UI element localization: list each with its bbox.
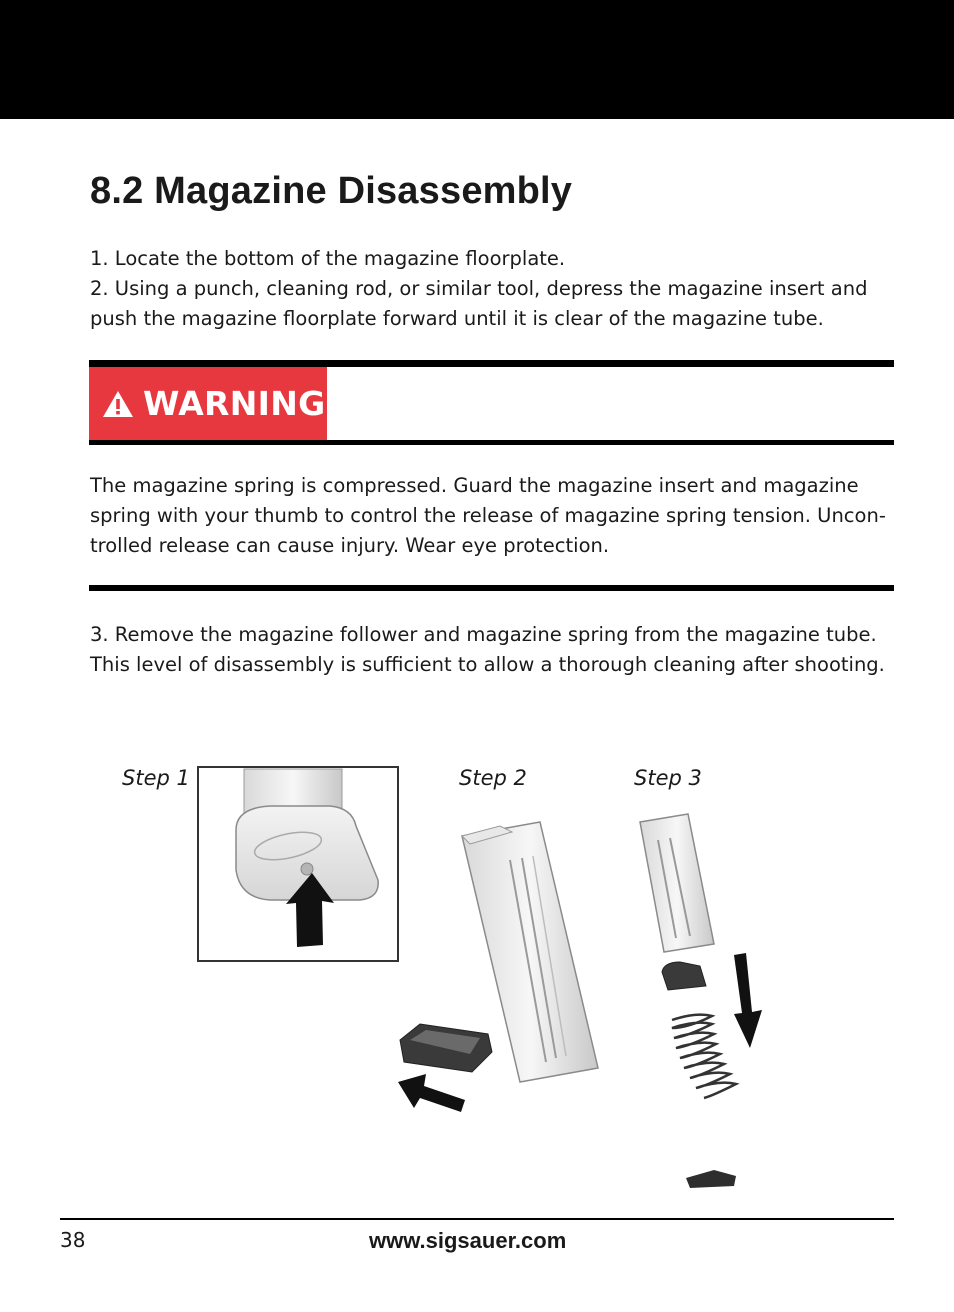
step-3-label: Step 3 [634,766,702,790]
step-3-line: This level of disassembly is sufficient to allow a thorough cleaning after shooting. [90,653,885,676]
warning-text-line: trolled release can cause injury. Wear eye protection. [90,534,610,557]
step-1-label: Step 1 [122,766,190,790]
step-1-text: 1. Locate the bottom of the magazine floorplate. [90,247,566,270]
step-2-text: 2. Using a punch, cleaning rod, or similar tool, depress the magazine insert and [90,277,868,300]
step-2-text-continued: push the magazine floorplate forward until it is clear of the magazine tube. [90,307,824,330]
page-title: 8.2 Magazine Disassembly [90,170,573,212]
page-number: 38 [60,1228,86,1252]
footer-rule [60,1218,894,1220]
warning-text-line: spring with your thumb to control the release of magazine spring tension. Uncon- [90,504,886,527]
footer-url-link[interactable]: www.sigsauer.com [369,1228,567,1253]
step-1-image [198,767,398,961]
arrow-down-icon [734,953,762,1048]
step-3-line: 3. Remove the magazine follower and magazine spring from the magazine tube. [90,623,877,646]
step-2-label: Step 2 [459,766,527,790]
warning-text-line: The magazine spring is compressed. Guard the magazine insert and magazine [90,474,859,497]
arrow-left-icon [398,1074,465,1112]
step-2-image [398,822,598,1112]
warning-label: WARNING [143,384,326,423]
step-3-image [640,814,762,1188]
